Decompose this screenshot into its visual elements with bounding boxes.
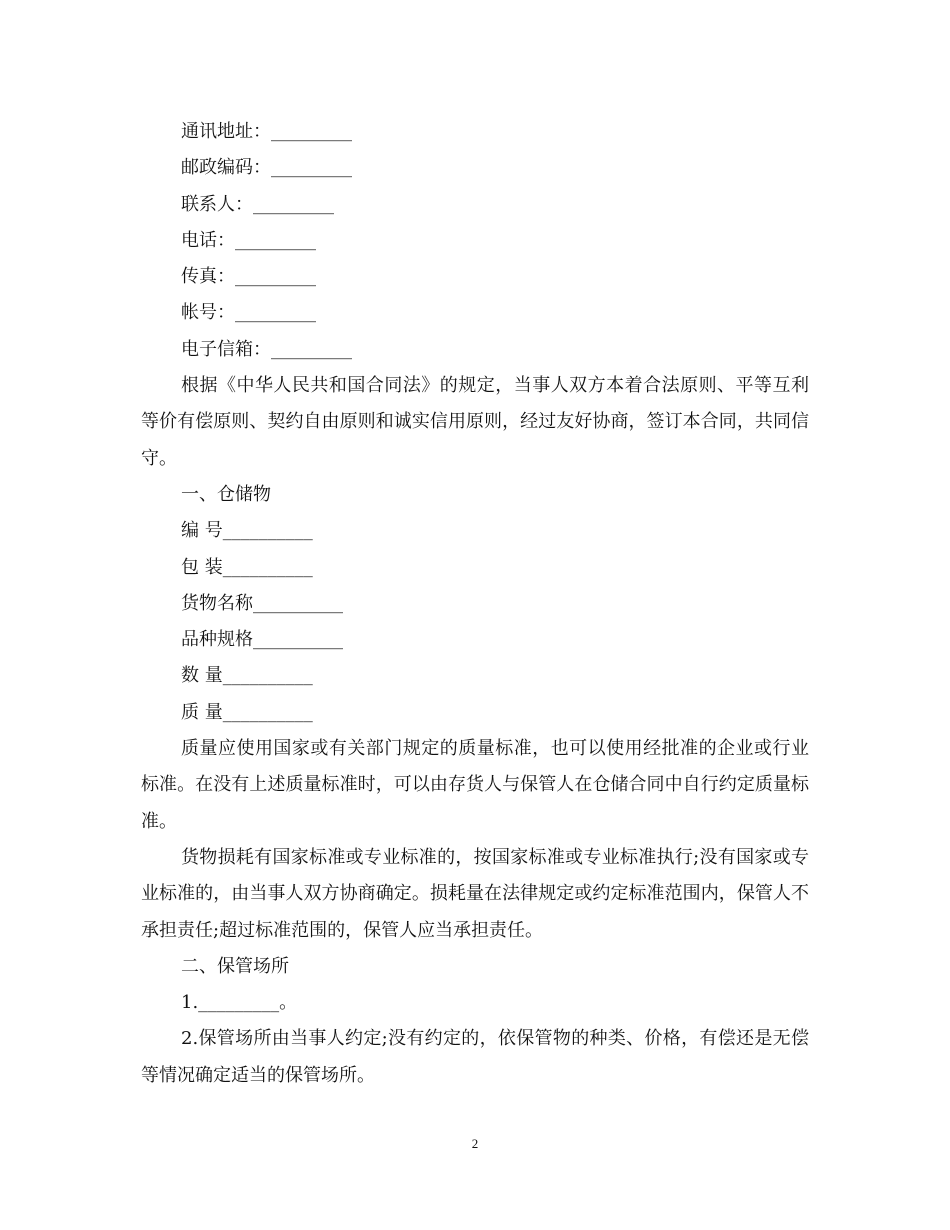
contact-person-field: 联系人：_________ bbox=[181, 193, 334, 215]
section-heading-storage-place: 二、保管场所 bbox=[181, 955, 289, 977]
section-heading-storage-goods: 一、仓储物 bbox=[181, 483, 271, 505]
loss-standard-paragraph: 货物损耗有国家标准或专业标准的，按国家标准或专业标准执行;没有国家或专业标准的，由当事人双方协商确定。损耗量在法律规定或约定标准范围内，保管人不承担责任;超过标准范围的，保管人应当承担责任。 bbox=[141, 846, 809, 941]
page-number: 2 bbox=[471, 1136, 479, 1151]
phone-field: 电话：_________ bbox=[181, 229, 316, 251]
storage-place-item-1: 1._________。 bbox=[181, 992, 298, 1014]
specification-field: 品种规格__________ bbox=[181, 629, 343, 651]
fax-field: 传真：_________ bbox=[181, 266, 316, 288]
quantity-field: 数 量__________ bbox=[181, 665, 313, 687]
address-field: 通讯地址：_________ bbox=[181, 121, 352, 142]
intro-paragraph: 根据《中华人民共和国合同法》的规定，当事人双方本着合法原则、平等互利等价有偿原则、契约自由原则和诚实信用原则，经过友好协商，签订本合同，共同信守。 bbox=[141, 375, 809, 469]
quality-standard-paragraph: 质量应使用国家或有关部门规定的质量标准，也可以使用经批准的企业或行业标准。在没有上述质量标准时，可以由存货人与保管人在仓储合同中自行约定质量标准。 bbox=[141, 738, 809, 832]
storage-place-item-2: 2.保管场所由当事人约定;没有约定的，依保管物的种类、价格，有偿还是无偿等情况确定适当的保管场所。 bbox=[141, 1028, 809, 1086]
goods-number-field: 编 号__________ bbox=[181, 520, 313, 542]
postal-code-field: 邮政编码：_________ bbox=[181, 157, 352, 179]
document-body bbox=[141, 114, 809, 1094]
goods-name-field: 货物名称__________ bbox=[181, 592, 343, 614]
quality-field: 质 量__________ bbox=[181, 701, 313, 723]
packaging-field: 包 装__________ bbox=[181, 556, 313, 578]
account-field: 帐号：_________ bbox=[181, 302, 316, 324]
email-field: 电子信箱：_________ bbox=[181, 338, 352, 360]
